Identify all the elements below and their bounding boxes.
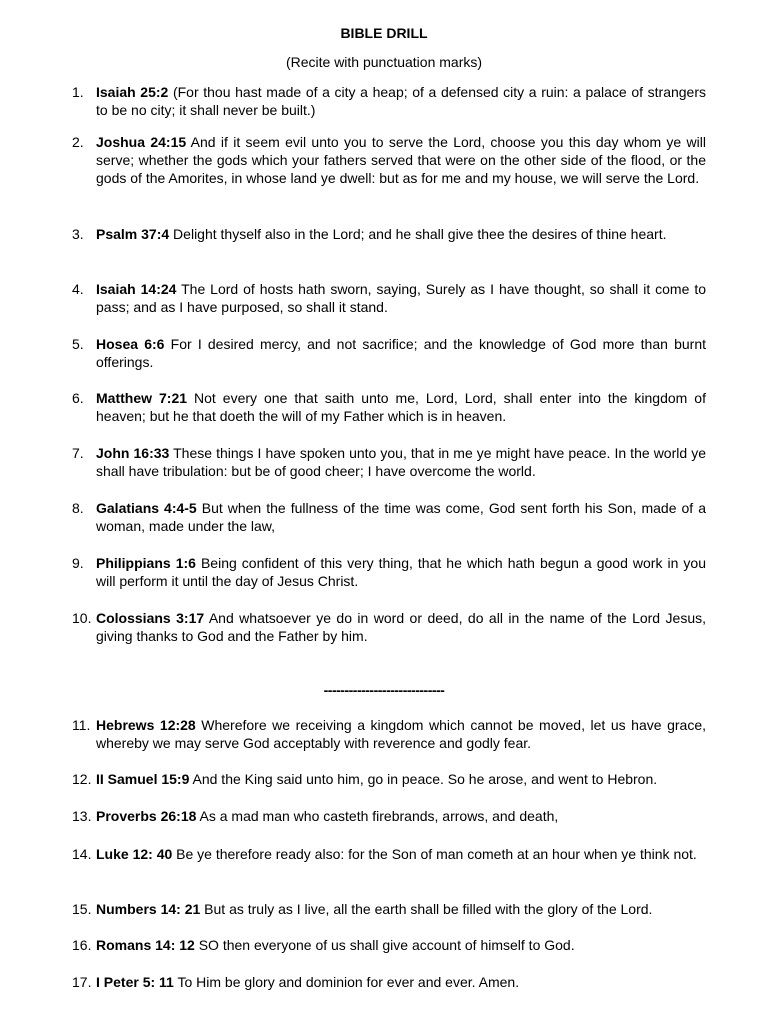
verse-item (72, 807, 706, 825)
verse-text: SO then everyone of us shall give account of himself to God. (194, 937, 575, 953)
verse-text: (For thou hast made of a city a heap; of a defensed city a ruin: a palace of strangers to be no city; it shall never be built.) (96, 84, 706, 118)
verse-item (72, 770, 706, 788)
verse-item (72, 335, 706, 371)
verse-item (72, 609, 706, 645)
verse-reference: II Samuel 15:9 (96, 771, 190, 787)
verse-reference: Hebrews 12:28 (96, 717, 196, 733)
verse-reference: Luke 12: 40 (96, 846, 173, 862)
page-subtitle: (Recite with punctuation marks) (285, 54, 483, 70)
verse-number: 13. (72, 808, 92, 824)
verse-reference: Romans 14: 12 (96, 937, 195, 953)
verse-item (72, 225, 706, 243)
verse-reference: Hosea 6:6 (96, 336, 165, 352)
page-title: BIBLE DRILL (340, 25, 428, 41)
verse-number: 3. (72, 226, 84, 242)
verse-item (72, 845, 706, 863)
verse-number: 7. (72, 445, 84, 461)
verse-text: But as truly as I live, all the earth shall be filled with the glory of the Lord. (200, 901, 653, 917)
verse-reference: Isaiah 25:2 (96, 84, 169, 100)
verse-text: As a mad man who casteth firebrands, arrows, and death, (196, 808, 559, 824)
verse-reference: John 16:33 (96, 445, 170, 461)
verse-number: 12. (72, 771, 92, 787)
verse-number: 10. (72, 610, 92, 626)
verse-item (72, 900, 706, 918)
verse-text: And the King said unto him, go in peace. So he arose, and went to Hebron. (189, 771, 658, 787)
verse-item (72, 554, 706, 590)
verse-text: And if it seem evil unto you to serve the Lord, choose you this day whom ye will serve; whether the gods which your fathers served that were on the other side of the flood, or the gods of the Amorites, in whose land ye dwell: but as for me and my house, we will serve the Lord. (96, 134, 706, 186)
verse-text: Delight thyself also in the Lord; and he shall give thee the desires of thine heart. (169, 226, 667, 242)
verse-text: To Him be glory and dominion for ever and ever. Amen. (173, 974, 520, 990)
verse-reference: Numbers 14: 21 (96, 901, 201, 917)
verse-reference: Psalm 37:4 (96, 226, 170, 242)
verse-reference: Isaiah 14:24 (96, 281, 177, 297)
verse-reference: Galatians 4:4-5 (96, 500, 197, 516)
verse-number: 5. (72, 336, 84, 352)
verse-item (72, 280, 706, 316)
verse-reference: I Peter 5: 11 (96, 974, 174, 990)
verse-text: Wherefore we receiving a kingdom which cannot be moved, let us have grace, whereby we may serve God acceptably with reverence and godly fear. (96, 717, 706, 751)
verse-reference: Matthew 7:21 (96, 390, 188, 406)
verse-number: 9. (72, 555, 84, 571)
verse-number: 17. (72, 974, 92, 990)
verse-text: The Lord of hosts hath sworn, saying, Surely as I have thought, so shall it come to pass; and as I have purposed, so shall it stand. (96, 281, 706, 315)
verse-reference: Joshua 24:15 (96, 134, 187, 150)
verse-number: 15. (72, 901, 92, 917)
verse-item (72, 444, 706, 480)
section-divider: ----------------------------- (323, 682, 445, 698)
verse-number: 16. (72, 937, 92, 953)
verse-item (72, 716, 706, 752)
verse-number: 4. (72, 281, 84, 297)
verse-item (72, 83, 706, 119)
verse-text: And whatsoever ye do in word or deed, do all in the name of the Lord Jesus, giving thanks to God and the Father by him. (96, 610, 706, 644)
verse-text: For I desired mercy, and not sacrifice; and the knowledge of God more than burnt offerings. (96, 336, 706, 370)
verse-item (72, 389, 706, 425)
verse-number: 6. (72, 390, 84, 406)
verse-item (72, 133, 706, 187)
verse-reference: Colossians 3:17 (96, 610, 205, 626)
verse-item (72, 499, 706, 535)
verse-item (72, 936, 706, 954)
verse-number: 14. (72, 846, 92, 862)
verse-reference: Proverbs 26:18 (96, 808, 197, 824)
verse-number: 2. (72, 134, 84, 150)
verse-text: These things I have spoken unto you, that in me ye might have peace. In the world ye shall have tribulation: but be of good cheer; I have overcome the world. (96, 445, 706, 479)
verse-text: Be ye therefore ready also: for the Son of man cometh at an hour when ye think not. (172, 846, 697, 862)
verse-item (72, 973, 706, 991)
verse-text: But when the fullness of the time was come, God sent forth his Son, made of a woman, made under the law, (96, 500, 706, 534)
verse-text: Not every one that saith unto me, Lord, Lord, shall enter into the kingdom of heaven; but he that doeth the will of my Father which is in heaven. (96, 390, 706, 424)
verse-number: 8. (72, 500, 84, 516)
verse-number: 11. (72, 717, 91, 733)
verse-reference: Philippians 1:6 (96, 555, 196, 571)
verse-number: 1. (72, 84, 84, 100)
verse-text: Being confident of this very thing, that he which hath begun a good work in you will perform it until the day of Jesus Christ. (96, 555, 706, 589)
